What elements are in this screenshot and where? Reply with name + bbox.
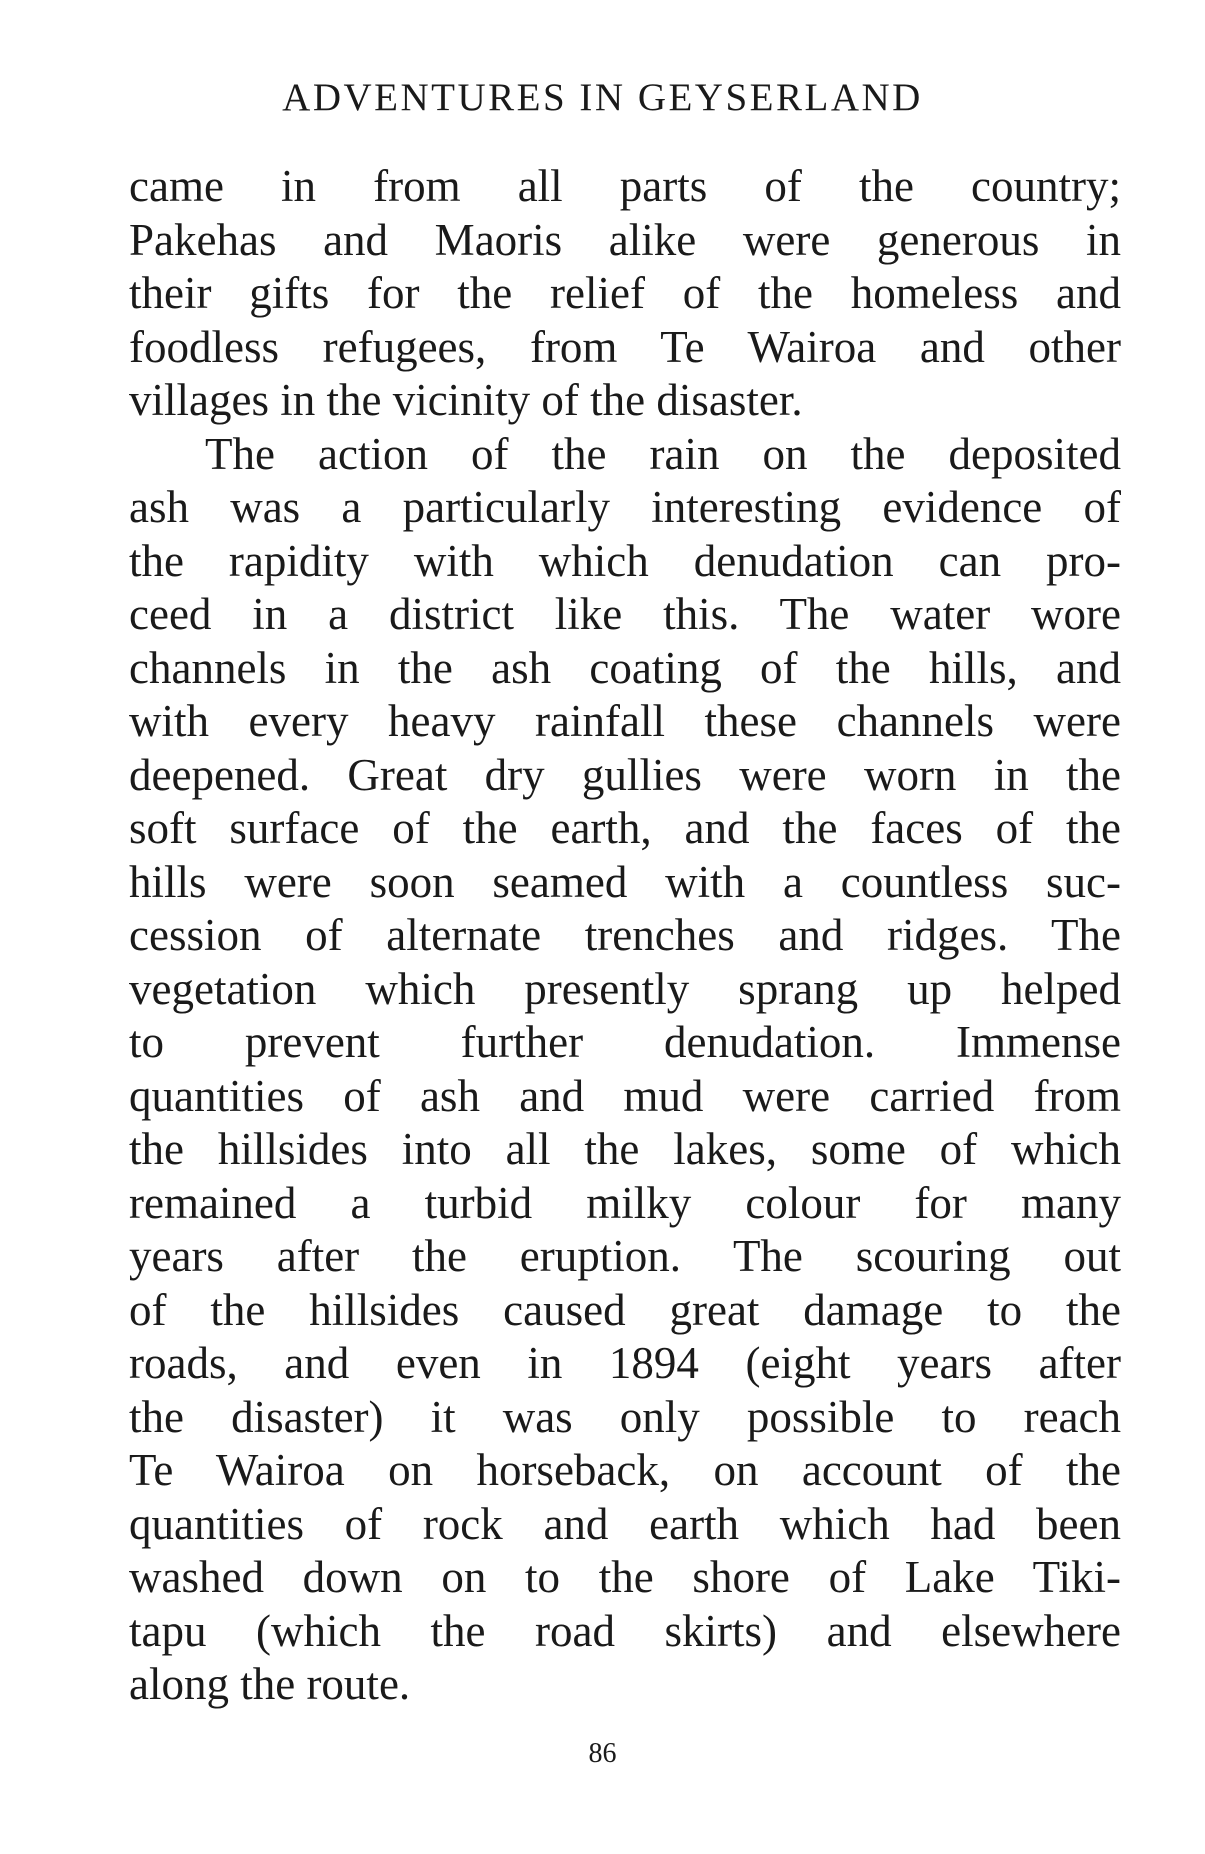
text-line: of the hillsides caused great damage to the (129, 1284, 1121, 1335)
running-head: ADVENTURES IN GEYSERLAND (282, 76, 923, 119)
text-line: deepened. Great dry gullies were worn in the (129, 749, 1121, 800)
text-line: Pakehas and Maoris alike were generous in (129, 214, 1121, 265)
text-line: foodless refugees, from Te Wairoa and other (129, 321, 1121, 372)
text-line: roads, and even in 1894 (eight years after (129, 1338, 1121, 1388)
text-line: the disaster) it was only possible to reach (129, 1391, 1121, 1442)
text-line: with every heavy rainfall these channels were (129, 696, 1121, 746)
text-line: Te Wairoa on horseback, on account of the (129, 1445, 1121, 1495)
text-line: ceed in a district like this. The water wore (129, 589, 1121, 639)
text-line: came in from all parts of the country; (129, 161, 1121, 211)
text-line: quantities of ash and mud were carried from (129, 1070, 1121, 1121)
text-line: vegetation which presently sprang up helped (129, 963, 1121, 1014)
text-line: washed down on to the shore of Lake Tiki- (129, 1552, 1121, 1602)
text-line: soft surface of the earth, and the faces of the (129, 803, 1121, 853)
text-line: tapu (which the road skirts) and elsewhere (129, 1605, 1121, 1656)
text-line: The action of the rain on the deposited (205, 428, 1121, 479)
page-number: 86 (588, 1738, 617, 1769)
text-line: along the route. (129, 1659, 411, 1709)
text-line: to prevent further denudation. Immense (129, 1017, 1121, 1067)
text-line: quantities of rock and earth which had been (129, 1498, 1121, 1549)
text-line: ash was a particularly interesting evidence of (129, 482, 1121, 532)
text-line: the rapidity with which denudation can pro- (129, 535, 1121, 586)
text-line: channels in the ash coating of the hills, and (129, 642, 1121, 693)
text-line: years after the eruption. The scouring out (129, 1231, 1121, 1281)
text-line: villages in the vicinity of the disaster. (129, 375, 803, 425)
body-text (129, 160, 1121, 1712)
text-line: hills were soon seamed with a countless suc- (129, 856, 1121, 907)
text-line: the hillsides into all the lakes, some of which (129, 1124, 1121, 1174)
text-line: remained a turbid milky colour for many (129, 1177, 1121, 1228)
text-line: their gifts for the relief of the homeless and (129, 268, 1121, 318)
text-line: cession of alternate trenches and ridges. The (129, 910, 1121, 960)
